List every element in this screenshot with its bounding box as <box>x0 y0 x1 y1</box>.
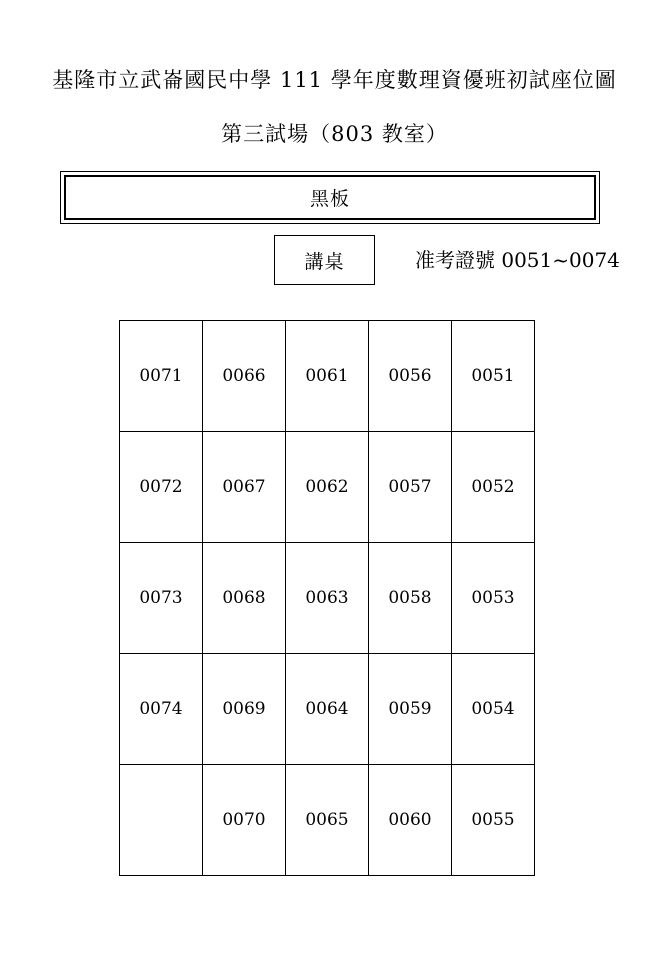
seat-cell: 0058 <box>369 543 452 654</box>
seat-grid <box>119 320 535 876</box>
seat-cell: 0066 <box>203 321 286 432</box>
blackboard <box>60 171 600 224</box>
seat-cell: 0061 <box>286 321 369 432</box>
teacher-desk: 講桌 <box>274 235 375 285</box>
seat-cell: 0073 <box>120 543 203 654</box>
seat-cell: 0057 <box>369 432 452 543</box>
page-title: 基隆市立武崙國民中學 111 學年度數理資優班初試座位圖 <box>52 68 617 92</box>
seat-cell: 0064 <box>286 654 369 765</box>
seat-cell: 0054 <box>452 654 535 765</box>
seat-cell: 0053 <box>452 543 535 654</box>
seat-cell: 0062 <box>286 432 369 543</box>
admission-id-range: 准考證號 0051~0074 <box>415 248 620 272</box>
seat-cell: 0063 <box>286 543 369 654</box>
exam-room-subtitle: 第三試場（803 教室） <box>221 122 448 146</box>
seat-cell: 0060 <box>369 765 452 876</box>
seat-cell: 0065 <box>286 765 369 876</box>
seat-cell: 0052 <box>452 432 535 543</box>
seat-cell: 0067 <box>203 432 286 543</box>
seat-row <box>120 432 535 543</box>
seat-row <box>120 765 535 876</box>
seat-cell: 0051 <box>452 321 535 432</box>
seat-cell: 0056 <box>369 321 452 432</box>
seat-row <box>120 321 535 432</box>
seat-cell: 0074 <box>120 654 203 765</box>
seat-cell: 0069 <box>203 654 286 765</box>
seat-cell: 0070 <box>203 765 286 876</box>
seat-cell: 0055 <box>452 765 535 876</box>
blackboard-label: 黑板 <box>64 175 596 220</box>
seat-cell-empty <box>120 765 203 876</box>
seat-cell: 0071 <box>120 321 203 432</box>
seat-row <box>120 543 535 654</box>
seat-cell: 0059 <box>369 654 452 765</box>
seat-cell: 0072 <box>120 432 203 543</box>
seat-row <box>120 654 535 765</box>
seat-cell: 0068 <box>203 543 286 654</box>
